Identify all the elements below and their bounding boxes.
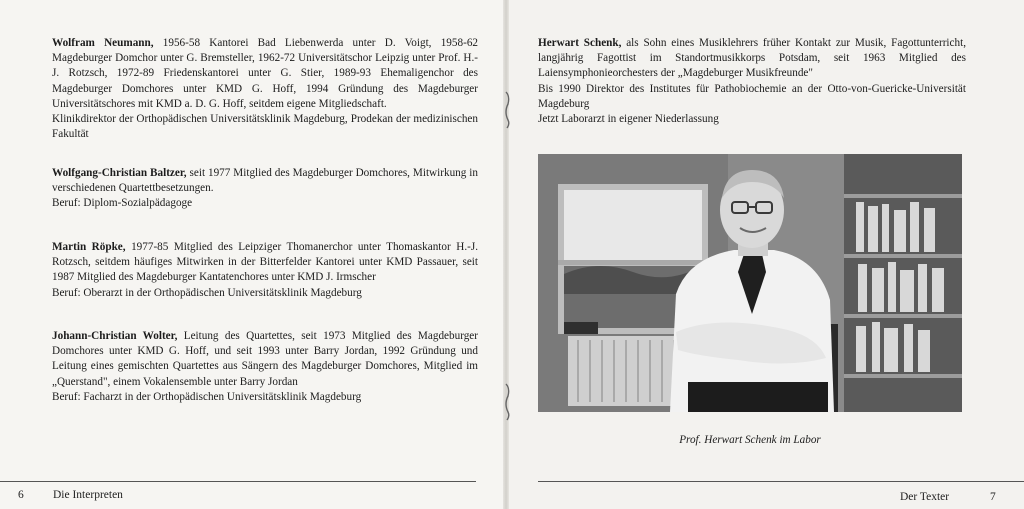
bio-name: Herwart Schenk, (538, 37, 622, 49)
staple-icon-bottom (500, 382, 514, 422)
book-spine (503, 0, 509, 509)
bio-text: Herwart Schenk, als Sohn eines Musiklehrers früher Kontakt zur Musik, Fagottunterricht, langjährig Fagottist im Standortmusikkorps Potsdam, seit 1963 Mitglied des Laiensymphonieorchesters der „Magdeburger Musikfreunde" (538, 37, 966, 80)
bio-text: Martin Röpke, 1977-85 Mitglied des Leipziger Thomanerchor unter Thomaskantor H.-J. Rotzsch, seitdem häufiges Mitwirken in der Bitterfelder Kantorei unter KMD Passauer, seit 1987 Mitglied des Magdeburger Kantatenchores unter KMD J. Irmscher (52, 241, 478, 284)
section-title-right: Der Texter (900, 491, 950, 503)
bio-name: Wolfram Neumann, (52, 37, 154, 49)
bio-line-3: Jetzt Laborarzt in eigener Niederlassung (538, 113, 719, 126)
bio-name: Wolfgang-Christian Baltzer, (52, 167, 187, 179)
footer-rule-left (0, 481, 476, 482)
photo-caption: Prof. Herwart Schenk im Labor (679, 434, 821, 446)
bio-extra: Beruf: Facharzt in der Orthopädischen Universitätsklinik Magdeburg (52, 390, 362, 403)
photo-herwart-schenk (538, 154, 962, 412)
bio-name: Martin Röpke, (52, 241, 126, 253)
page-number-left: 6 (18, 489, 24, 501)
section-title-left: Die Interpreten (53, 489, 123, 501)
footer-rule-right (538, 481, 1024, 482)
bio-martin-roepke (52, 240, 478, 301)
bio-line-2: Bis 1990 Direktor des Institutes für Pathobiochemie an der Otto-von-Guericke-Universität Magdeburg (538, 82, 966, 110)
bio-text: Johann-Christian Wolter, Leitung des Quartettes, seit 1973 Mitglied des Magdeburger Domchores unter KMD G. Hoff, und seit 1993 unter Barry Jordan, 1992 Gründung und Leitung eines gemischten Quartettes aus Sängern des Magdeburger Domchores, Mitglied im „Querstand", einem Vokalensemble unter Barry Jordan (52, 330, 478, 388)
page-number-right: 7 (990, 491, 996, 503)
bio-extra: Klinikdirektor der Orthopädischen Universitätsklinik Magdeburg, Prodekan der medizinischen Fakultät (52, 113, 478, 141)
bio-name: Johann-Christian Wolter, (52, 330, 178, 342)
bio-johann-christian-wolter (52, 329, 478, 405)
bio-text: Wolfram Neumann, 1956-58 Kantorei Bad Liebenwerda unter D. Voigt, 1958-62 Magdeburger Domchor unter G. Bremsteller, 1962-72 Universitätschor Leipzig unter Prof. H.-J. Rotzsch, 1972-89 Friedenskantorei unter G. Stier, 1989-93 Ehemaligenchor des Magdeburger Domchores unter KMD G. Hoff, 1994 Gründung des Magdeburger Universitätschores mit KMD a. D. G. Hoff, seitdem eigene Mitgliedschaft. (52, 37, 479, 110)
bio-text: Wolfgang-Christian Baltzer, seit 1977 Mitglied des Magdeburger Domchores, Mitwirkung in verschiedenen Quartettbesetzungen. (52, 167, 478, 195)
bio-wolfram-neumann (52, 36, 478, 142)
bio-herwart-schenk (538, 36, 966, 127)
bio-extra: Beruf: Oberarzt in der Orthopädischen Universitätsklinik Magdeburg (52, 286, 362, 299)
bio-wolfgang-christian-baltzer (52, 166, 478, 212)
staple-icon-top (500, 90, 514, 130)
photo-illustration (538, 154, 962, 412)
bio-extra: Beruf: Diplom-Sozialpädagoge (52, 197, 193, 210)
